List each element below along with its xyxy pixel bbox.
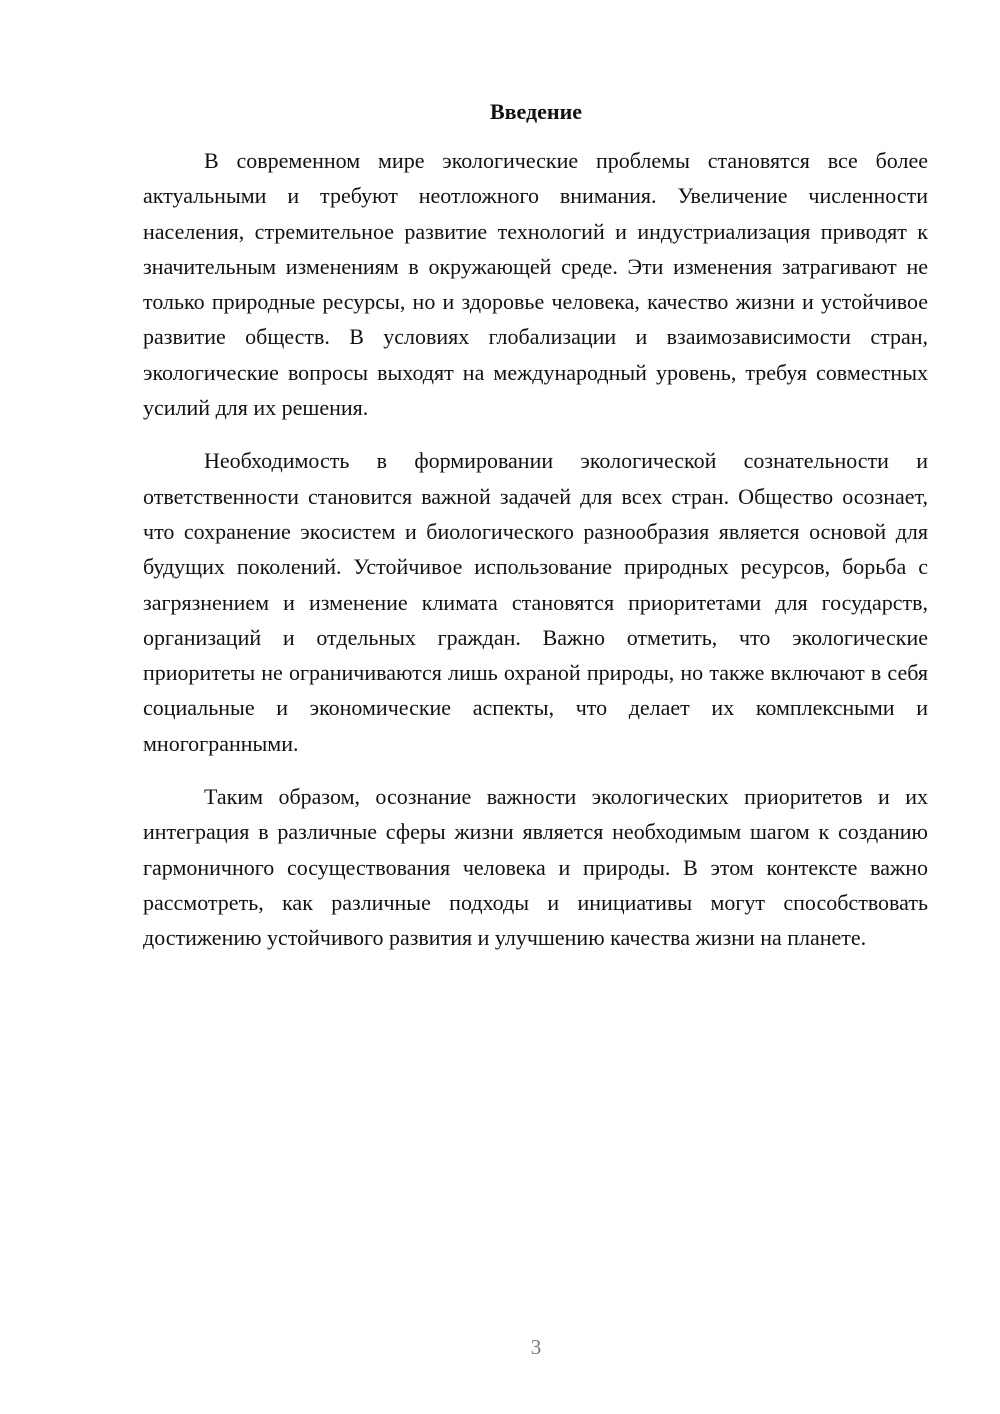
body-text [143,143,928,974]
page-number: 3 [530,1335,542,1359]
paragraph-1: В современном мире экологические проблемы становятся все более актуальными и требуют неотложного внимания. Увеличение численности населения, стремительное развитие технологий и индустриализация приводят к значительным изменениям в окружающей среде. Эти изменения затрагивают не только природные ресурсы, но и здоровье человека, качество жизни и устойчивое развитие обществ. В условиях глобализации и взаимозависимости стран, экологические вопросы выходят на международный уровень, требуя совместных усилий для их решения. [143,148,928,421]
section-title: Введение [489,99,583,124]
paragraph-2: Необходимость в формировании экологической сознательности и ответственности становится важной задачей для всех стран. Общество осознает, что сохранение экосистем и биологического разнообразия является основой для будущих поколений. Устойчивое использование природных ресурсов, борьба с загрязнением и изменение климата становятся приоритетами для государств, организаций и отдельных граждан. Важно отметить, что экологические приоритеты не ограничиваются лишь охраной природы, но также включают в себя социальные и экономические аспекты, что делает их комплексными и многогранными. [143,448,928,756]
paragraph-3: Таким образом, осознание важности экологических приоритетов и их интеграция в различные сферы жизни является необходимым шагом к созданию гармоничного сосуществования человека и природы. В этом контексте важно рассмотреть, как различные подходы и инициативы могут способствовать достижению устойчивого развития и улучшению качества жизни на планете. [143,784,928,951]
